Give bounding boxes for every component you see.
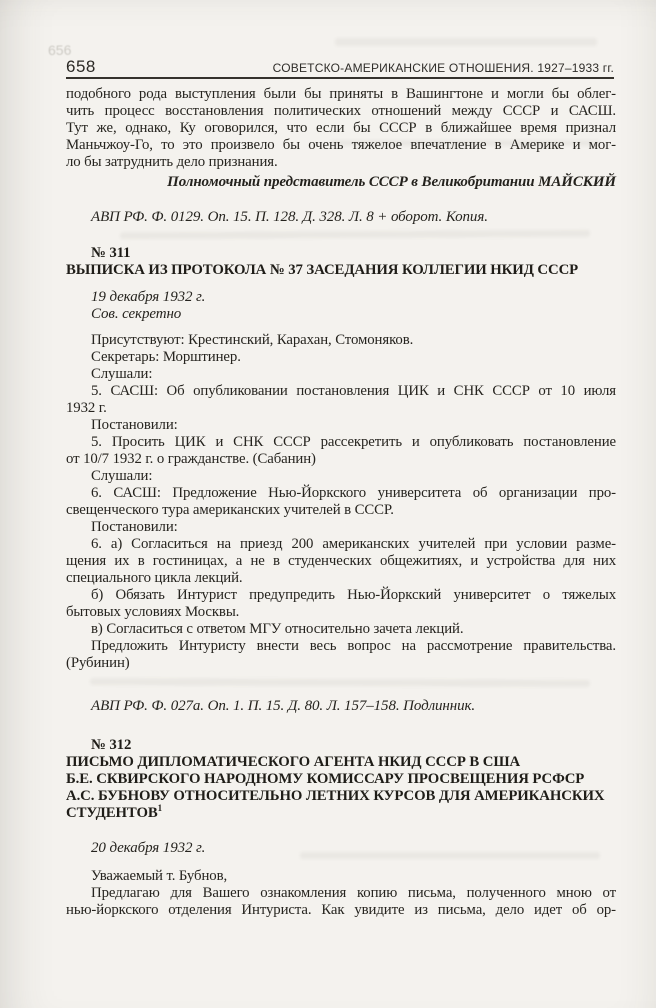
paragraph [66, 885, 616, 919]
text-line: от 10/7 1932 г. о гражданстве. (Сабанин) [66, 451, 316, 467]
paragraph [66, 519, 616, 536]
bleed-through-page-number: 656 [47, 41, 72, 59]
paragraph [66, 468, 616, 485]
document-311-body [66, 332, 616, 672]
paragraph [66, 383, 616, 417]
paragraph [66, 417, 616, 434]
document-311-classification: Сов. секретно [91, 306, 182, 322]
text-line: (Рубинин) [66, 655, 130, 671]
text-line: в) Согласиться с ответом МГУ относительно зачета лекций. [91, 621, 464, 637]
text-line: А.С. БУБНОВУ ОТНОСИТЕЛЬНО ЛЕТНИХ КУРСОВ ДЛЯ АМЕРИКАНСКИХ [66, 788, 605, 804]
text-line: специального цикла лекций. [66, 570, 243, 586]
paragraph [66, 332, 616, 349]
document-312-title [66, 754, 616, 822]
text-line: чить процесс восстановления политических отношений между СССР и САСШ. [66, 103, 616, 119]
paragraph [66, 868, 616, 885]
intro-paragraph [66, 86, 616, 171]
text-line: Предложить Интуристу внести весь вопрос на рассмотрение правительства. [91, 638, 616, 654]
text-line: б) Обязать Интурист предупредить Нью-Йоркский университет о тяжелых [91, 587, 616, 603]
text-line: 6. а) Согласиться на приезд 200 американских учителей при условии разме- [91, 536, 616, 552]
text-line: Маньчжоу-Го, то это произвело бы очень тяжелое впечатление в Америке и мог- [66, 137, 616, 153]
document-312-body [66, 868, 616, 919]
text-line: 5. Просить ЦИК и СНК СССР рассекретить и опубликовать постановление [91, 434, 616, 450]
paragraph [66, 587, 616, 621]
text-line: Секретарь: Морштинер. [91, 349, 241, 365]
archive-reference-1: АВП РФ. Ф. 0129. Оп. 15. П. 128. Д. 328. Л. 8 + оборот. Копия. [91, 209, 488, 225]
text-line: нью-йоркского отделения Интуриста. Как увидите из письма, дело идет об ор- [66, 902, 616, 918]
page-header [66, 58, 614, 79]
page-content [66, 86, 616, 919]
text-line: ло бы затруднить дело признания. [66, 154, 278, 170]
running-title: СОВЕТСКО-АМЕРИКАНСКИЕ ОТНОШЕНИЯ. 1927–1933 гг. [272, 61, 614, 75]
document-311-number: № 311 [91, 245, 131, 261]
text-line: Постановили: [91, 417, 178, 433]
text-line: Предлагаю для Вашего ознакомления копию письма, полученного мною от [91, 885, 616, 901]
text-line: Б.Е. СКВИРСКОГО НАРОДНОМУ КОМИССАРУ ПРОСВЕЩЕНИЯ РСФСР [66, 771, 585, 787]
text-line: ПИСЬМО ДИПЛОМАТИЧЕСКОГО АГЕНТА НКИД СССР В США [66, 754, 521, 770]
text-line: подобного рода выступления были бы приняты в Вашингтоне и могли бы облег- [66, 86, 616, 102]
text-line: щения их в гостиницах, а не в студенческих общежитиях, и устройства для них [66, 553, 616, 569]
text-line: свещенческого тура американских учителей в СССР. [66, 502, 394, 518]
paragraph [66, 349, 616, 366]
text-line: бытовых условиях Москвы. [66, 604, 240, 620]
paragraph [66, 536, 616, 587]
signature-line: Полномочный представитель СССР в Великобритании МАЙСКИЙ [167, 174, 616, 190]
text-line: 6. САСШ: Предложение Нью-Йоркского университета об организации про- [91, 485, 616, 501]
text-line: Уважаемый т. Бубнов, [91, 868, 228, 884]
document-312-date: 20 декабря 1932 г. [91, 840, 206, 856]
text-line: ВЫПИСКА ИЗ ПРОТОКОЛА № 37 ЗАСЕДАНИЯ КОЛЛЕГИИ НКИД СССР [66, 262, 579, 278]
paragraph [66, 638, 616, 672]
paragraph [66, 366, 616, 383]
page-number: 658 [66, 57, 96, 76]
document-311-title [66, 262, 616, 279]
archive-reference-2: АВП РФ. Ф. 027а. Оп. 1. П. 15. Д. 80. Л. 157–158. Подлинник. [91, 698, 476, 714]
text-line: 5. САСШ: Об опубликовании постановления ЦИК и СНК СССР от 10 июля [91, 383, 616, 399]
text-line: Слушали: [91, 468, 153, 484]
text-line: Слушали: [91, 366, 153, 382]
text-line: Постановили: [91, 519, 178, 535]
text-line: Присутствуют: Крестинский, Карахан, Стомоняков. [91, 332, 414, 348]
text-line: 1932 г. [66, 400, 107, 416]
text-line: Тут же, однако, Ку оговорился, что если бы СССР в ближайшее время признал [66, 120, 616, 136]
footnote-marker: 1 [157, 803, 163, 814]
bleed-through-artifact [335, 38, 597, 46]
document-311-date: 19 декабря 1932 г. [91, 289, 206, 305]
paragraph [66, 434, 616, 468]
text-line: СТУДЕНТОВ$^1$ [66, 803, 163, 821]
paragraph [66, 621, 616, 638]
paragraph [66, 485, 616, 519]
document-312-number: № 312 [91, 737, 132, 753]
